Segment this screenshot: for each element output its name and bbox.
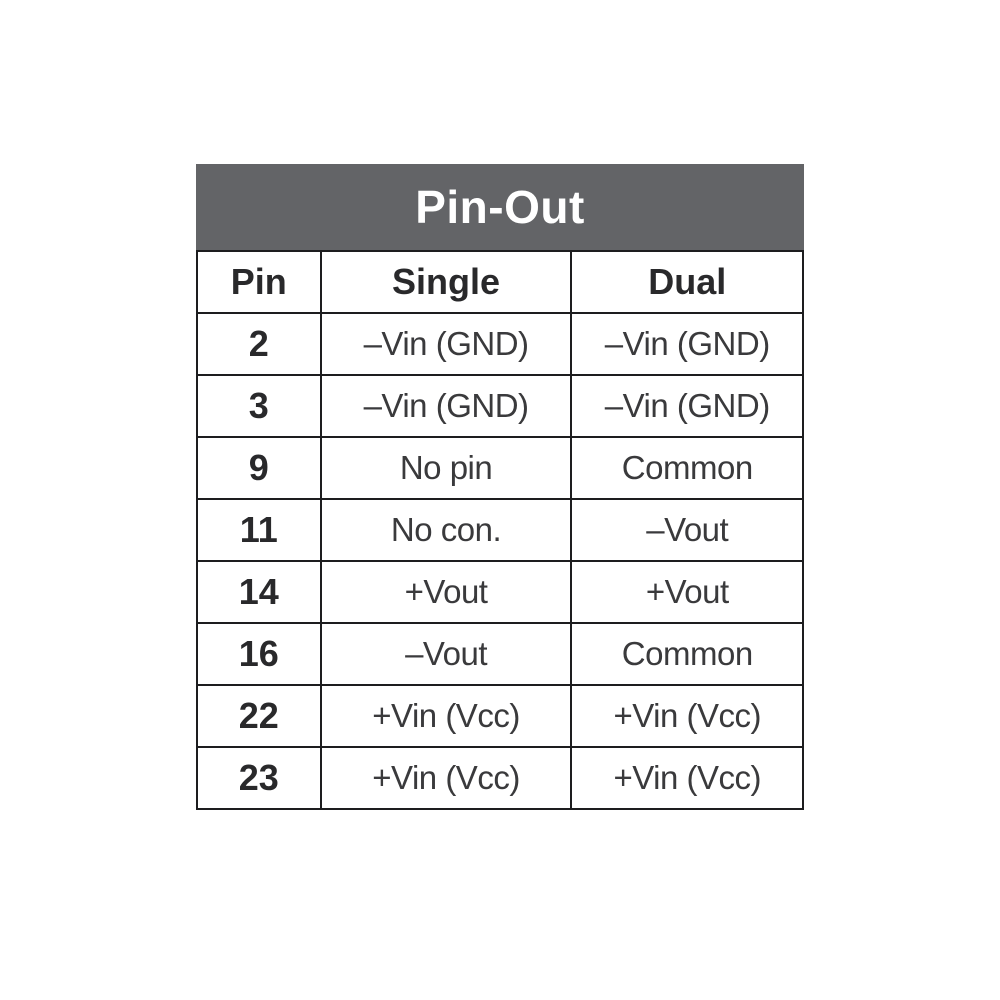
table-row [197, 685, 803, 747]
single-value: +Vout [321, 561, 572, 623]
dual-value: Common [571, 437, 803, 499]
dual-value: +Vin (Vcc) [571, 685, 803, 747]
dual-value: –Vout [571, 499, 803, 561]
pin-number: 11 [197, 499, 321, 561]
single-value: –Vout [321, 623, 572, 685]
table-row [197, 375, 803, 437]
pin-number: 2 [197, 313, 321, 375]
column-header-single: Single [321, 251, 572, 313]
header-row [197, 251, 803, 313]
pin-number: 9 [197, 437, 321, 499]
pinout-table [196, 164, 804, 810]
dual-value: Common [571, 623, 803, 685]
table-row [197, 747, 803, 809]
dual-value: +Vout [571, 561, 803, 623]
single-value: No con. [321, 499, 572, 561]
pin-number: 14 [197, 561, 321, 623]
single-value: –Vin (GND) [321, 375, 572, 437]
table-row [197, 499, 803, 561]
pin-number: 3 [197, 375, 321, 437]
table-row [197, 623, 803, 685]
pin-number: 16 [197, 623, 321, 685]
pin-number: 22 [197, 685, 321, 747]
single-value: –Vin (GND) [321, 313, 572, 375]
column-header-pin: Pin [197, 251, 321, 313]
single-value: +Vin (Vcc) [321, 747, 572, 809]
dual-value: +Vin (Vcc) [571, 747, 803, 809]
dual-value: –Vin (GND) [571, 375, 803, 437]
table-row [197, 437, 803, 499]
table-title: Pin-Out [415, 181, 585, 233]
pinout-grid [196, 250, 804, 810]
table-row [197, 561, 803, 623]
single-value: No pin [321, 437, 572, 499]
table-row [197, 313, 803, 375]
dual-value: –Vin (GND) [571, 313, 803, 375]
pin-number: 23 [197, 747, 321, 809]
column-header-dual: Dual [571, 251, 803, 313]
table-title-bar [196, 164, 804, 250]
single-value: +Vin (Vcc) [321, 685, 572, 747]
